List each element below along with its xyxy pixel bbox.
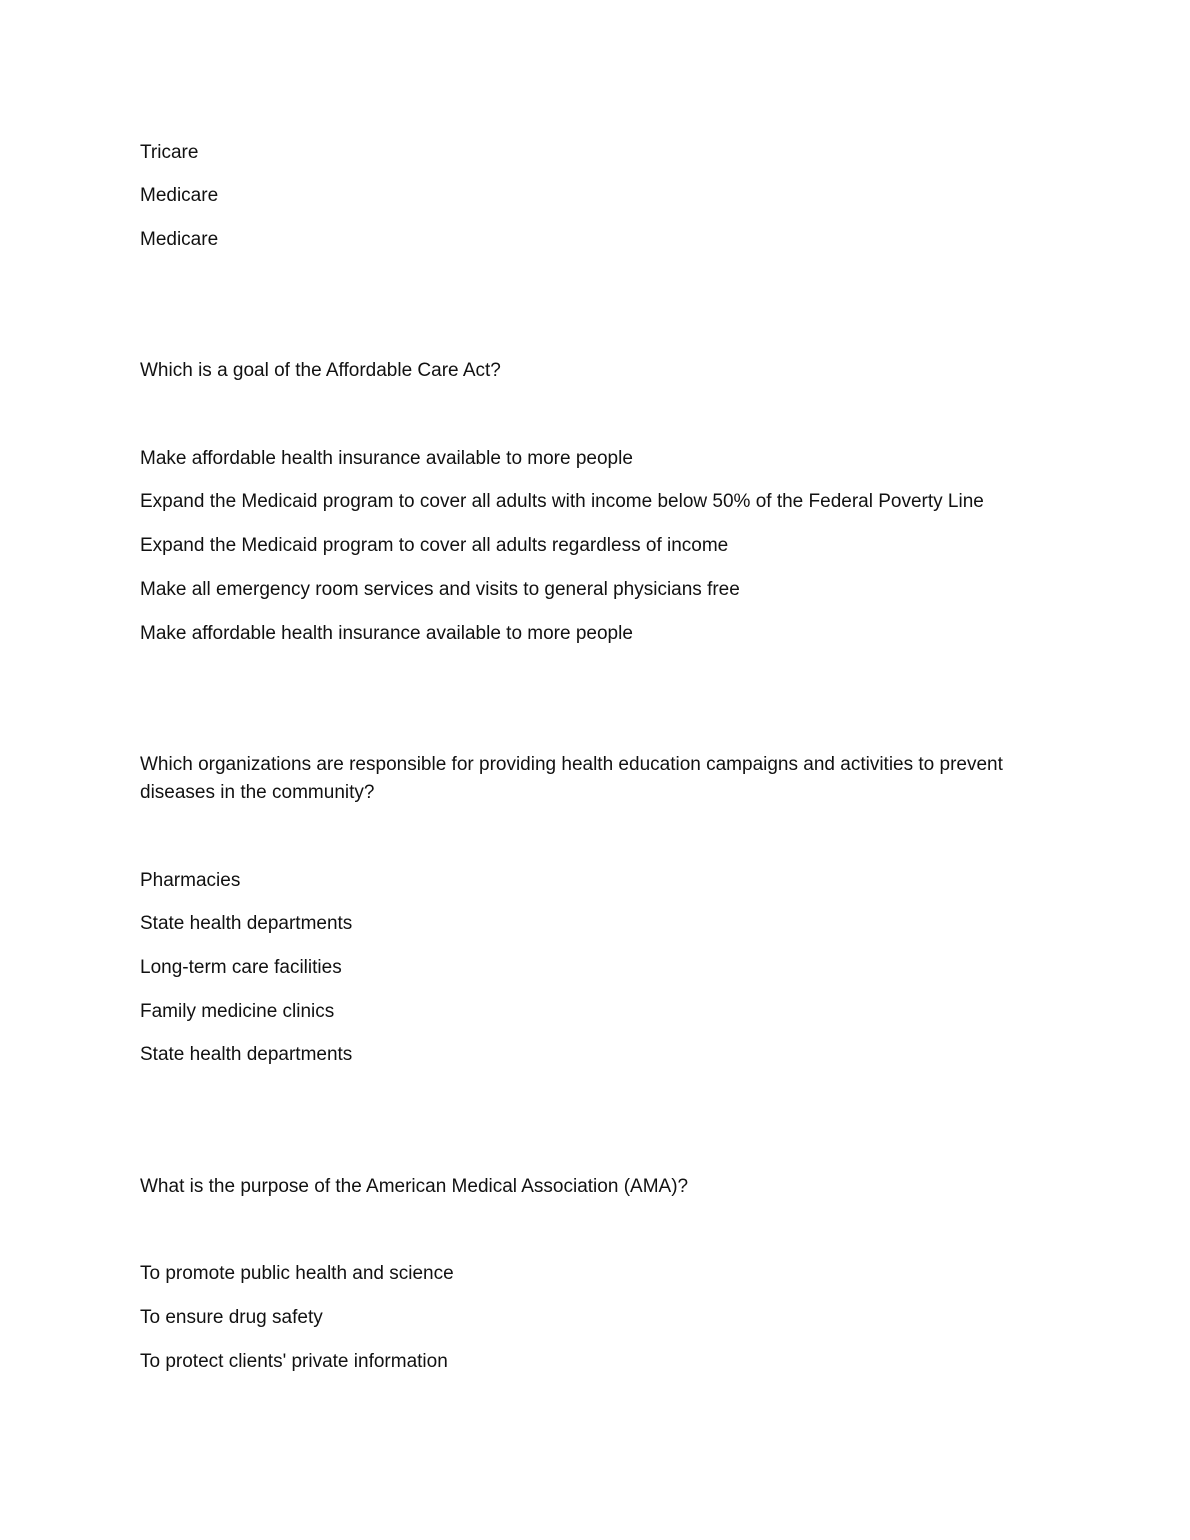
option-line: Expand the Medicaid program to cover all adults with income below 50% of the Federal Poverty Line xyxy=(140,491,984,512)
answer-line: Medicare xyxy=(140,185,219,206)
question-text: Which organizations are responsible for providing health education campaigns and activities to prevent diseases in the community? xyxy=(140,754,1003,803)
question-text: What is the purpose of the American Medical Association (AMA)? xyxy=(140,1176,689,1197)
option-line: Make affordable health insurance available to more people xyxy=(140,623,633,644)
answer-line: Medicare xyxy=(140,229,219,250)
option-line: To ensure drug safety xyxy=(140,1307,323,1328)
option-line: Long-term care facilities xyxy=(140,957,342,978)
option-line: State health departments xyxy=(140,1044,353,1065)
option-line: Pharmacies xyxy=(140,870,241,891)
option-line: To promote public health and science xyxy=(140,1263,454,1284)
option-line: Make affordable health insurance available to more people xyxy=(140,448,633,469)
option-line: To protect clients' private information xyxy=(140,1351,448,1372)
question-text: Which is a goal of the Affordable Care Act? xyxy=(140,360,501,381)
option-line: Family medicine clinics xyxy=(140,1001,335,1022)
option-line: State health departments xyxy=(140,913,353,934)
answer-line: Tricare xyxy=(140,142,199,163)
option-line: Make all emergency room services and visits to general physicians free xyxy=(140,579,740,600)
option-line: Expand the Medicaid program to cover all adults regardless of income xyxy=(140,535,729,556)
